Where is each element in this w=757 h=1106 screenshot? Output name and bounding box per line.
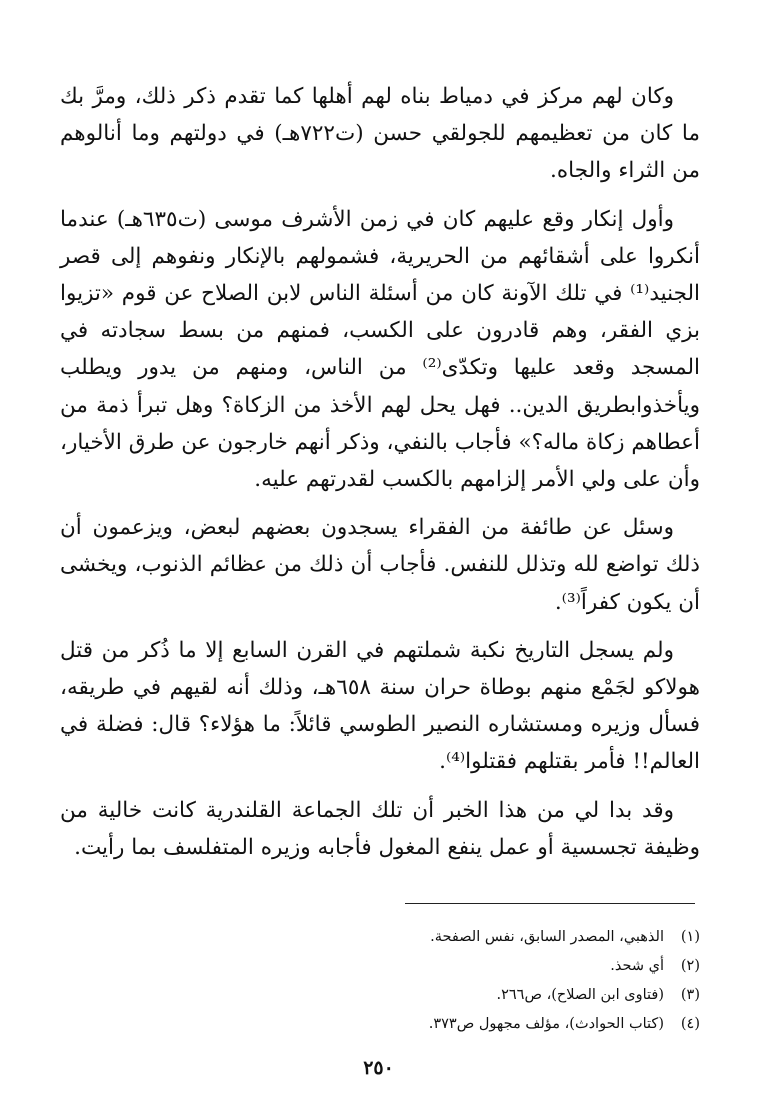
footnote-4 [60,1010,700,1039]
footnote-text: (كتاب الحوادث)، مؤلف مجهول ص٣٧٣. [428,1016,664,1032]
paragraph-1: وكان لهم مركز في دمياط بناه لهم أهلها كما تقدم ذكر ذلك، ومرَّ بك ما كان من تعظيمهم للجولقي حسن (ت٧٢٢هـ) في دولتهم وما أنالوهم من الثراء والجاه. [60,84,700,184]
footnote-2 [60,952,700,981]
footnote-1 [60,923,700,952]
footnote-number: (٤) [680,1016,700,1032]
footnote-number: (٢) [680,958,700,974]
footnote-3 [60,981,700,1010]
footnote-number: (١) [680,929,700,945]
paragraph-3: وسئل عن طائفة من الفقراء يسجدون بعضهم لبعض، ويزعمون أن ذلك تواضع لله وتذلل للنفس. فأجاب أن ذلك من عظائم الذنوب، ويخشى أن يكون كفراً⁽³⁾. [60,515,700,615]
paragraph-4: ولم يسجل التاريخ نكبة شملتهم في القرن السابع إلا ما ذُكر من قتل هولاكو لجَمْع منهم بوطاة حران سنة ٦٥٨هـ، وذلك أنه لقيهم في طريقه، فسأل وزيره ومستشاره النصير الطوسي قائلاً: ما هؤلاء؟ قال: فضلة في العالم!! فأمر بقتلهم فقتلوا⁽⁴⁾. [60,637,700,775]
footnote-separator [405,903,695,904]
footnote-number: (٣) [680,987,700,1003]
paragraph-2: وأول إنكار وقع عليهم كان في زمن الأشرف موسى (ت٦٣٥هـ) عندما أنكروا على أشقائهم من الحريرية، فشمولهم بالإنكار ونفوهم إلى قصر الجنيد⁽¹⁾ في تلك الآونة كان من أسئلة الناس لابن الصلاح عن قوم «تزيوا بزي الفقر، وهم قادرون على الكسب، فمنهم من بسط سجادته في المسجد وقعد عليها وتكدّى⁽²⁾ من الناس، ومنهم من يدور ويطلب ويأخذوابطريق الدين.. فهل يحل لهم الأخذ من الزكاة؟ وهل تبرأ ذمة من أعطاهم زكاة ماله؟» فأجاب بالنفي، وذكر أنهم خارجون عن طرق الأخيار، وأن على ولي الأمر إلزامهم بالكسب لقدرتهم عليه. [60,206,700,493]
footnote-text: (فتاوى ابن الصلاح)، ص٢٦٦. [496,987,664,1003]
page-number: ٢٥٠ [363,1057,394,1079]
paragraph-5: وقد بدا لي من هذا الخبر أن تلك الجماعة القلندرية كانت خالية من وظيفة تجسسية أو عمل ينفع المغول فأجابه وزيره المتفلسف بما رأيت. [60,797,700,860]
footnote-text: أي شحذ. [610,958,664,974]
main-text [60,78,700,877]
footnote-text: الذهبي، المصدر السابق، نفس الصفحة. [430,929,664,945]
footnotes [60,923,700,1039]
